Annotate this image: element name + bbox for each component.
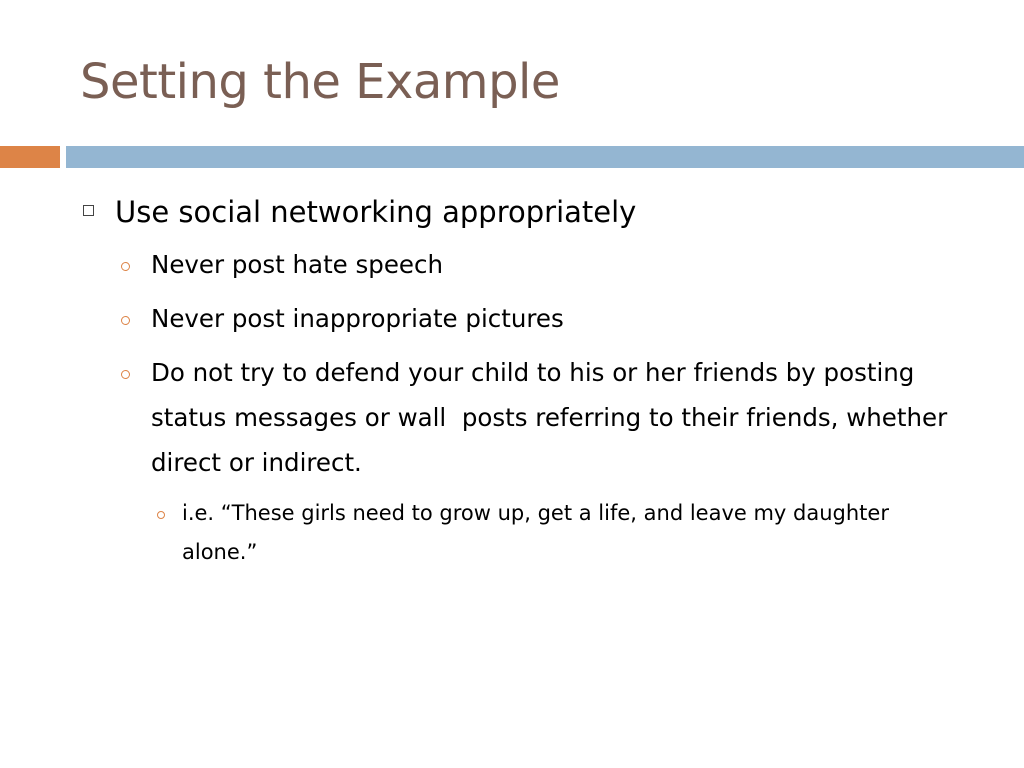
bullet-text: Never post inappropriate pictures (151, 304, 564, 333)
bullet-level2 (0, 350, 1024, 485)
bullet-text: Never post hate speech (151, 250, 444, 279)
circle-bullet-icon (157, 511, 165, 519)
bullet-text: Do not try to defend your child to his or her friends by posting status messages or wall posts referring to their friends, whether direct or indirect. (151, 358, 955, 477)
slide-title: Setting the Example (80, 54, 560, 110)
title-accent-bar (0, 146, 60, 168)
circle-bullet-icon (121, 370, 130, 379)
bullet-level1 (0, 190, 1024, 234)
bullet-text: i.e. “These girls need to grow up, get a life, and leave my daughter alone.” (182, 501, 889, 564)
bullet-level2 (0, 242, 1024, 287)
square-bullet-icon (83, 205, 94, 216)
circle-bullet-icon (121, 262, 130, 271)
title-divider-bar (66, 146, 1024, 168)
circle-bullet-icon (121, 316, 130, 325)
bullet-text: Use social networking appropriately (115, 195, 637, 229)
bullet-level3 (0, 494, 1024, 572)
slide-body (0, 190, 1024, 572)
bullet-level2 (0, 296, 1024, 341)
